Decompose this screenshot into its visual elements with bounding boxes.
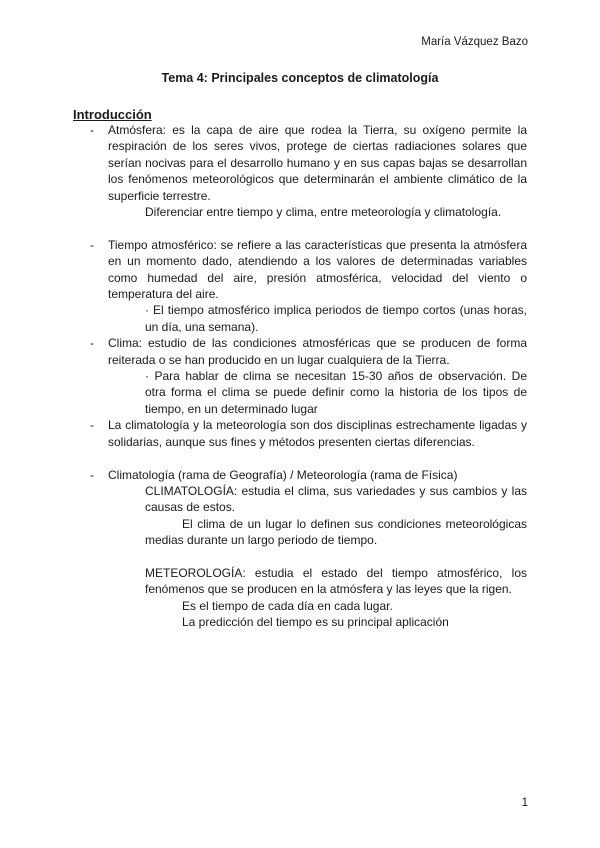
item-text: Clima: estudio de las condiciones atmosféricas que se producen de forma reiterada o se han producido en un lugar cualquiera de la Tierra. — [108, 336, 527, 367]
meteorologia-definition: METEOROLOGÍA: estudia el estado del tiempo atmosférico, los fenómenos que se producen en la atmósfera y las leyes que la rigen. — [145, 565, 527, 597]
list-bullet: - — [90, 123, 94, 137]
item-note: · Para hablar de clima se necesitan 15-30 años de observación. De otra forma el clima se puede definir como la historia de los tipos de tiempo, en un determinado lugar — [145, 369, 527, 416]
list-bullet: - — [90, 336, 94, 351]
list-item-disciplinas — [90, 417, 527, 450]
section-title: Introducción — [73, 107, 152, 122]
item-text: Climatología (rama de Geografía) / Meteorología (rama de Física) — [108, 467, 458, 482]
item-text: La climatología y la meteorología son dos disciplinas estrechamente ligadas y solidarias, aunque sus fines y métodos presenten ciertas diferencias. — [108, 418, 527, 449]
climatologia-definition: CLIMATOLOGÍA: estudia el clima, sus variedades y sus cambios y las causas de estos. — [145, 483, 527, 515]
item-note: Diferenciar entre tiempo y clima, entre meteorología y climatología. — [145, 205, 502, 220]
list-item-tiempo — [90, 237, 527, 335]
item-text: Tiempo atmosférico: se refiere a las características que presenta la atmósfera en un momento dado, atendiendo a los valores de determinadas variables como humedad del aire, presión atmosférica, velocidad del viento o temperatura del aire. — [108, 237, 527, 302]
list-item-atmosfera — [90, 122, 527, 220]
list-item-clima — [90, 335, 527, 417]
climatologia-note: El clima de un lugar lo definen sus condiciones meteorológicas medias durante un largo periodo de tiempo. — [145, 516, 527, 548]
item-note: · El tiempo atmosférico implica periodos de tiempo cortos (unas horas, un día, una semana). — [145, 303, 527, 334]
author-name: María Vázquez Bazo — [421, 36, 528, 48]
list-bullet: - — [90, 418, 94, 433]
meteorologia-note: Es el tiempo de cada día en cada lugar. — [182, 598, 393, 613]
page-number: 1 — [521, 797, 528, 809]
list-bullet: - — [90, 467, 94, 482]
document-body — [90, 122, 527, 631]
list-bullet: - — [90, 237, 94, 252]
list-item-ramas — [90, 467, 527, 631]
document-title: Tema 4: Principales conceptos de climatología — [161, 71, 439, 85]
item-text: Atmósfera: es la capa de aire que rodea la Tierra, su oxígeno permite la respiración de los seres vivos, protege de ciertas radiaciones solares que serían nocivas para el desarrollo humano y en sus capas bajas se desarrollan los fenómenos meteorológicos que determinarán el ambiente climático de la superficie terrestre. — [108, 123, 527, 203]
meteorologia-note: La predicción del tiempo es su principal aplicación — [182, 615, 449, 630]
